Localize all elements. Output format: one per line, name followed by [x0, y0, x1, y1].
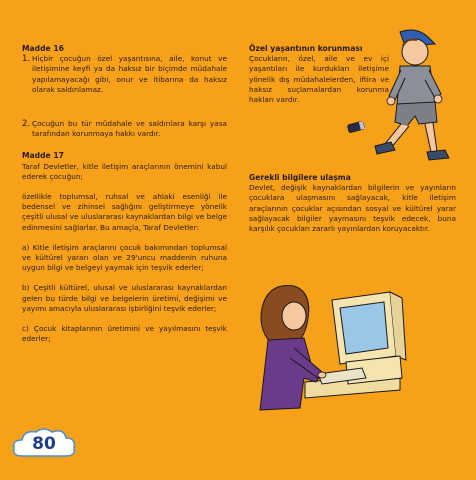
madde-16-item-1 [22, 54, 227, 95]
madde-17-paragraph: özellikle toplumsal, ruhsal ve ahlaki esenliği ile bedensel ve zihinsel sağlığını geliştirmeye yönelik çeşitli ulusal ve uluslararası kaynaklardan bilgi ve belge edinmesini sağlarlar. Bu amaçla, Taraf Devletler: [22, 192, 227, 232]
madde-16-item-2 [22, 119, 227, 139]
madde-16-heading: Madde 16 [22, 44, 64, 53]
madde-17-item-a: a) Kitle iletişim araçlarını çocuk bakımından toplumsal ve kültürel yararı olan ve 29'uncu maddenin ruhuna uygun bilgi ve belgeyi yaymak için teşvik ederler; [22, 242, 227, 273]
info-text: Devlet, değişik kaynaklardan bilgilerin ve yayınların çocuklara ulaşmasını sağlayacak, kitle iletişim araçlarının çocuklar açısından sosyal ve kültürel yarar sağlayacak bilgiler yaymasını teşvik edecek, buna karşılık çocukları zararlı yayınlardan koruyacaktır. [249, 183, 456, 234]
info-heading: Gerekli bilgilere ulaşma [249, 173, 351, 182]
privacy-text: Çocukların, özel, aile ve ev içi yaşantıları ile kurdukları iletişime yönelik dış müdahalelerden, iftira ve haksız suçlamalardan korunma hakları vardır. [249, 54, 389, 105]
item-number: 2. [22, 119, 31, 130]
madde-17-heading: Madde 17 [22, 151, 64, 161]
boy-kicking-can-illustration [345, 24, 455, 174]
privacy-heading: Özel yaşantının korunması [249, 44, 363, 53]
item-text: Hiçbir çocuğun özel yaşantısına, aile, konut ve iletişimine keyfi ya da haksız bir biçimde müdahale yapılamayacağı gibi, onur ve itibarına da haksız olarak saldırılamaz. [32, 54, 227, 94]
left-column [22, 44, 227, 344]
right-column-info [249, 173, 456, 234]
page-number-badge [10, 426, 78, 462]
item-number: 1. [22, 54, 31, 65]
item-text: Çocuğun bu tür müdahale ve saldırılara karşı yasa tarafından korunmaya hakkı vardır. [32, 119, 227, 139]
page-number: 80 [32, 434, 56, 454]
madde-17-item-c: c) Çocuk kitaplarının üretimini ve yayılmasını teşvik ederler; [22, 324, 227, 344]
can-icon [346, 120, 368, 134]
girl-at-computer-illustration [250, 278, 418, 418]
madde-17-item-b: b) Çeşitli kültürel, ulusal ve uluslararası kaynaklardan gelen bu türde bilgi ve belgelerin üretimi, değişimi ve yayımı amacıyla uluslararası işbirliğini teşvik ederler; [22, 283, 227, 313]
madde-17-intro: Taraf Devletler, kitle iletişim araçlarının önemini kabul ederek çocuğun; [22, 161, 227, 181]
